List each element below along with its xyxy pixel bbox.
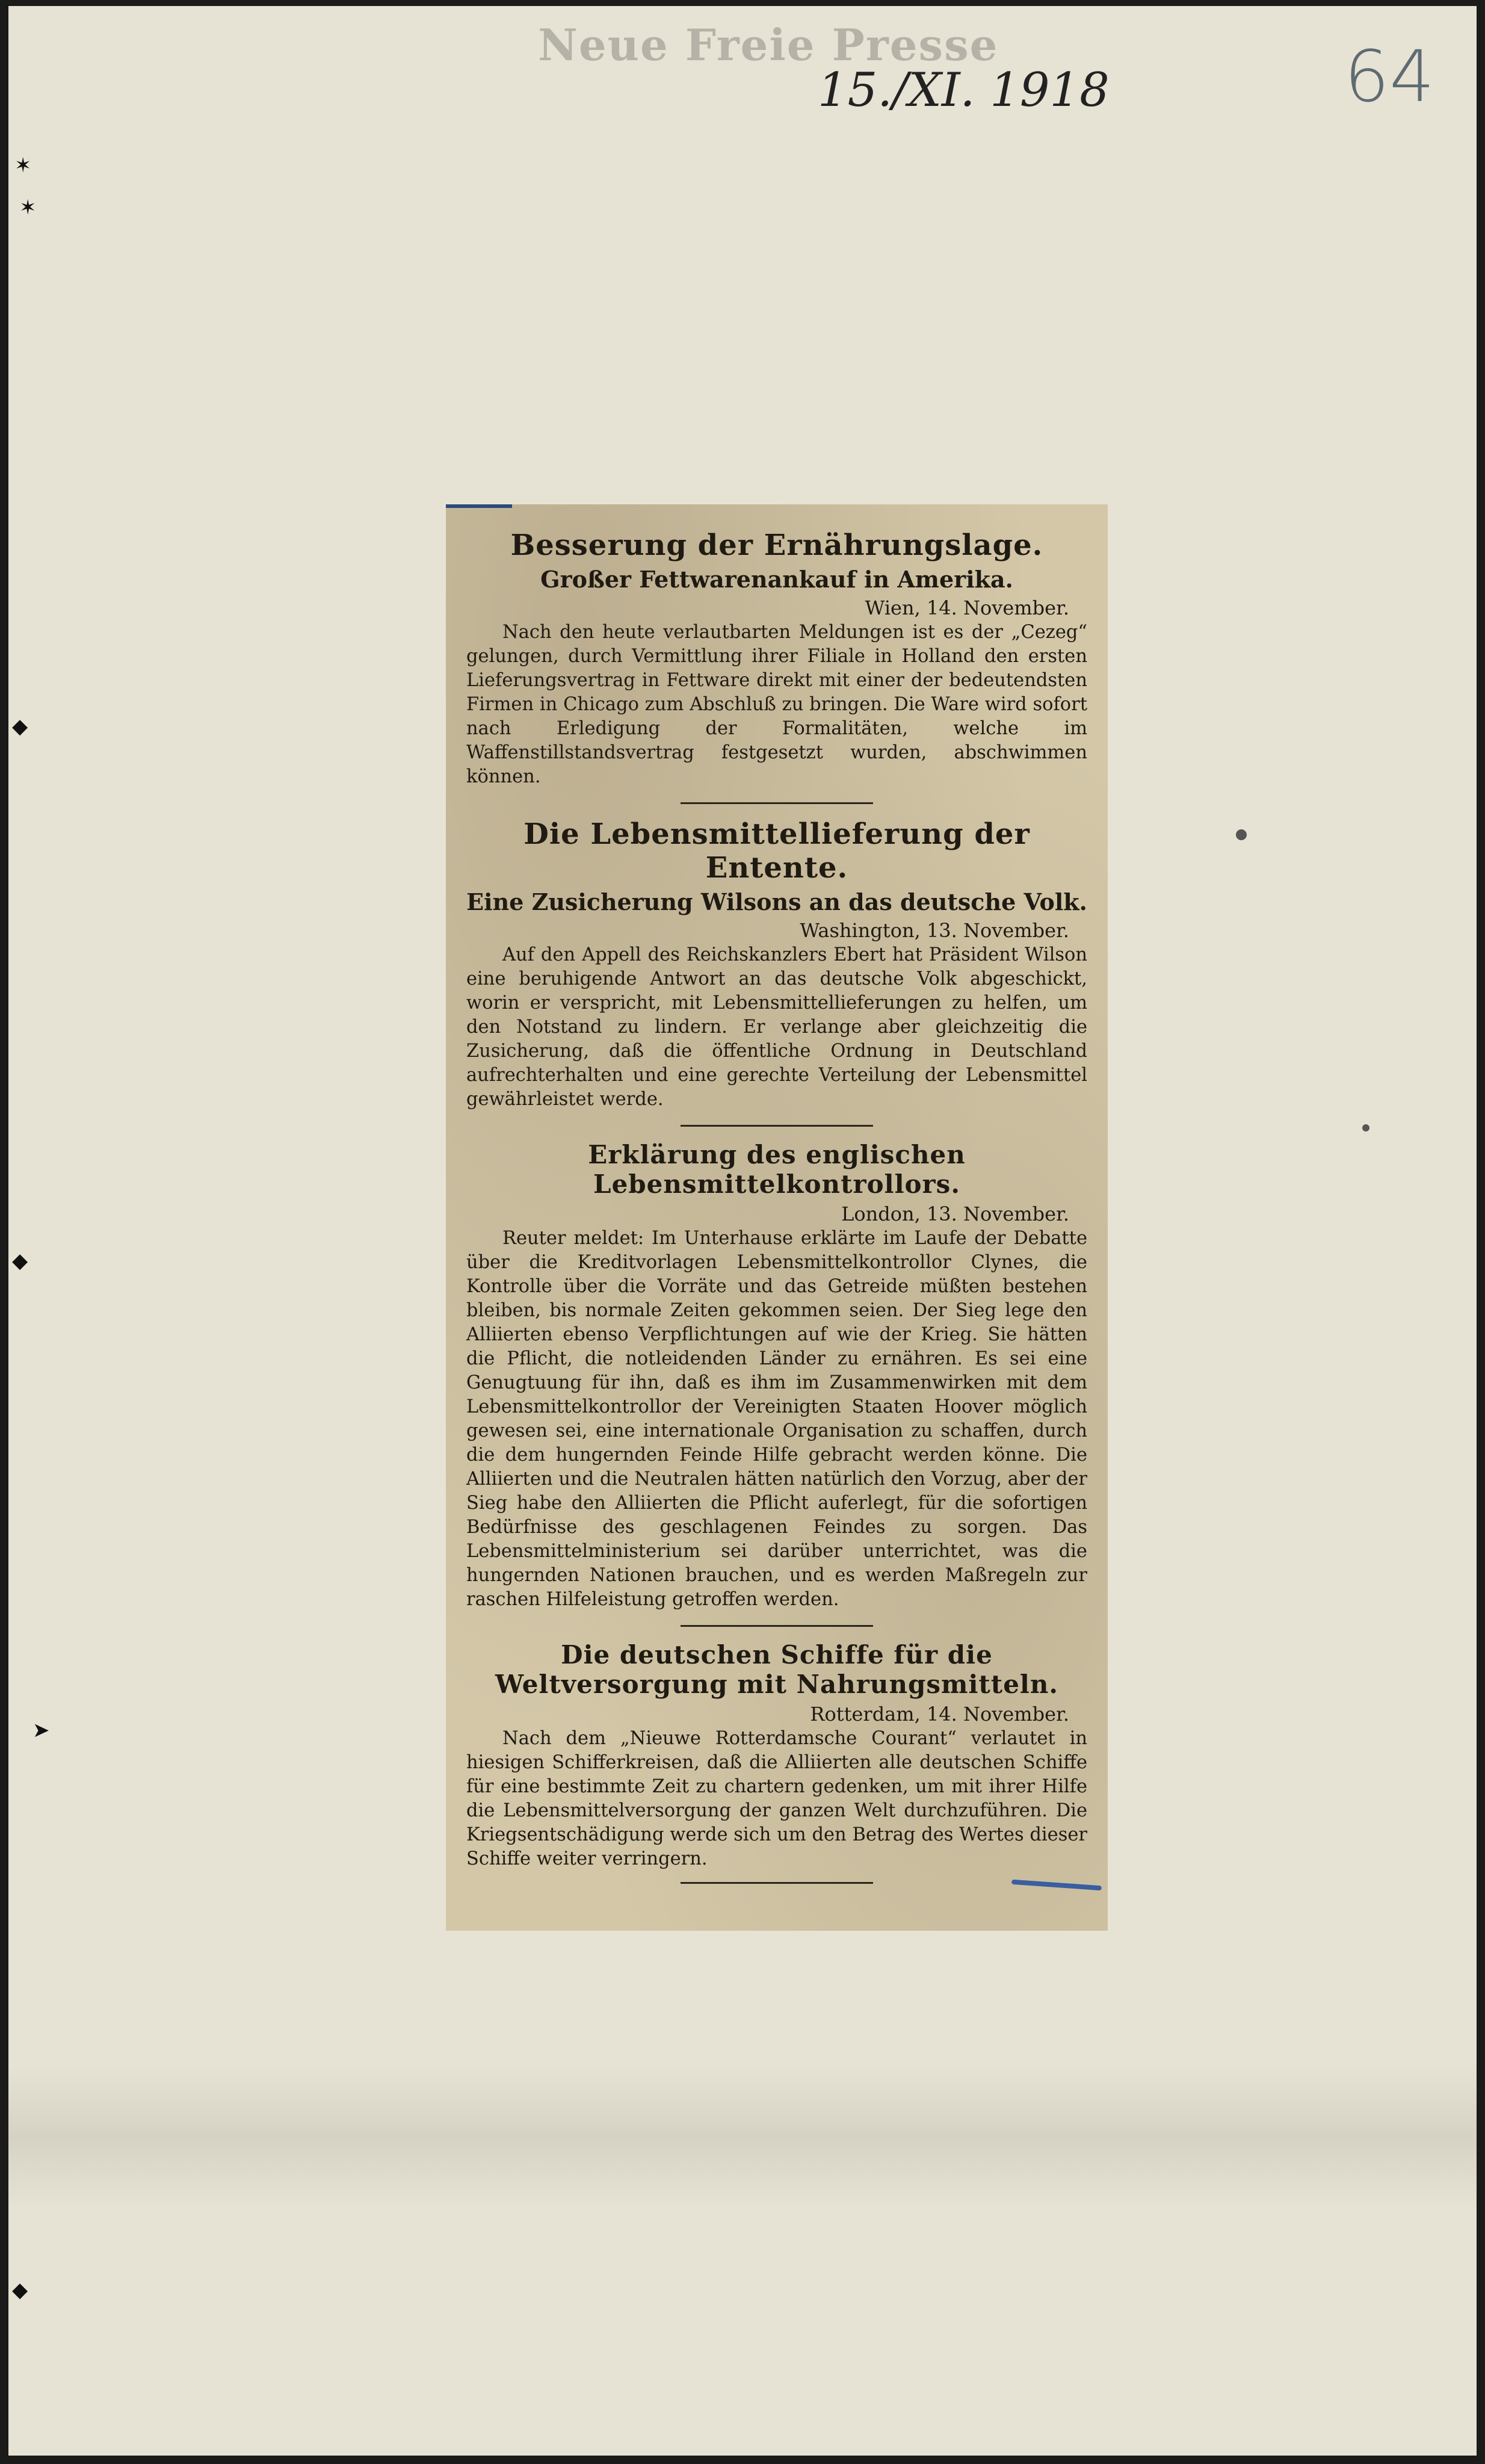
article-2	[466, 817, 1087, 1112]
article-1	[466, 528, 1087, 789]
article-dateline: Rotterdam, 14. November.	[810, 1703, 1069, 1726]
article-subtitle: Großer Fettwarenankauf in Amerika.	[540, 566, 1013, 593]
binding-mark-icon: ◆	[12, 2278, 28, 2302]
archive-sheet	[8, 6, 1477, 2456]
article-3	[466, 1140, 1087, 1612]
page-number: 64	[1344, 35, 1435, 118]
blue-pencil-mark	[446, 504, 512, 508]
section-divider	[681, 1125, 873, 1127]
handwritten-date: 15./XI. 1918	[818, 63, 1110, 117]
ink-spot	[1362, 1124, 1369, 1131]
scan-shadow	[8, 2064, 1477, 2209]
article-title: Die deutschen Schiffe für die Weltversorgung mit Nahrungsmitteln.	[495, 1640, 1059, 1699]
binding-mark-icon: ✶	[19, 196, 37, 220]
article-dateline: Washington, 13. November.	[800, 919, 1069, 942]
article-title: Erklärung des englischen Lebensmittelkontrollors.	[588, 1140, 966, 1199]
article-body: Nach dem „Nieuwe Rotterdamsche Courant“ verlautet in hiesigen Schifferkreisen, daß die Alliierten alle deutschen Schiffe für eine bestimmte Zeit zu chartern gedenken, um mit ihrer Hilfe die Lebensmittelversorgung der ganzen Welt durchzuführen. Die Kriegsentschädigung werde sich um den Betrag des Wertes dieser Schiffe weiter verringern.	[466, 1728, 1087, 1869]
section-divider	[681, 1882, 873, 1884]
binding-mark-icon: ◆	[12, 714, 28, 738]
article-title: Besserung der Ernährungslage.	[510, 528, 1043, 562]
ink-spot	[1236, 829, 1247, 840]
article-body: Nach den heute verlautbarten Meldungen ist es der „Cezeg“ gelungen, durch Vermittlung ihrer Filiale in Holland den ersten Lieferungsvertrag in Fettware direkt mit einer der bedeutendsten Firmen in Chicago zum Abschluß zu bringen. Die Ware wird sofort nach Erledigung der Formalitäten, welche im Waffenstillstandsvertrag festgesetzt wurden, abschwimmen können.	[466, 622, 1087, 787]
article-title: Die Lebensmittellieferung der Entente.	[523, 817, 1030, 885]
article-body: Auf den Appell des Reichskanzlers Ebert hat Präsident Wilson eine beruhigende Antwort an das deutsche Volk abgeschickt, worin er verspricht, mit Lebensmittellieferungen zu helfen, um den Notstand zu lindern. Er verlange aber gleichzeitig die Zusicherung, daß die öffentliche Ordnung in Deutschland aufrechterhalten und eine gerechte Verteilung der Lebensmittel gewährleistet werde.	[466, 944, 1087, 1110]
article-4	[466, 1640, 1087, 1871]
binding-mark-icon: ➤	[32, 1718, 50, 1742]
article-dateline: Wien, 14. November.	[865, 596, 1069, 619]
section-divider	[681, 802, 873, 804]
article-body: Reuter meldet: Im Unterhause erklärte im Laufe der Debatte über die Kreditvorlagen Lebensmittelkontrollor Clynes, die Kontrolle über die Vorräte und das Getreide müßten bestehen bleiben, bis normale Zeiten gekommen seien. Der Sieg lege den Alliierten ebenso Verpflichtungen auf wie der Krieg. Sie hätten die Pflicht, die notleidenden Länder zu ernähren. Es sei eine Genugtuung für ihn, daß es ihm im Zusammenwirken mit dem Lebensmittelkontrollor der Vereinigten Staaten Hoover möglich gewesen sei, eine internationale Organisation zu schaffen, durch die dem hungernden Feinde Hilfe gebracht werden könne. Die Alliierten und die Neutralen hätten natürlich den Vorzug, aber der Sieg habe den Alliierten die Pflicht auferlegt, für die sofortigen Bedürfnisse des geschlagenen Feindes zu sorgen. Das Lebensmittelministerium sei darüber unterrichtet, was die hungernden Nationen brauchen, und es werden Maßregeln zur raschen Hilfeleistung getroffen werden.	[466, 1228, 1087, 1610]
binding-mark-icon: ◆	[12, 1249, 28, 1273]
article-subtitle: Eine Zusicherung Wilsons an das deutsche Volk.	[466, 888, 1087, 915]
section-divider	[681, 1625, 873, 1627]
article-dateline: London, 13. November.	[841, 1203, 1069, 1225]
blue-pencil-mark	[1011, 1880, 1102, 1890]
newspaper-clipping	[446, 504, 1108, 1931]
binding-mark-icon: ✶	[14, 153, 32, 178]
newspaper-stamp: Neue Freie Presse	[538, 19, 999, 70]
